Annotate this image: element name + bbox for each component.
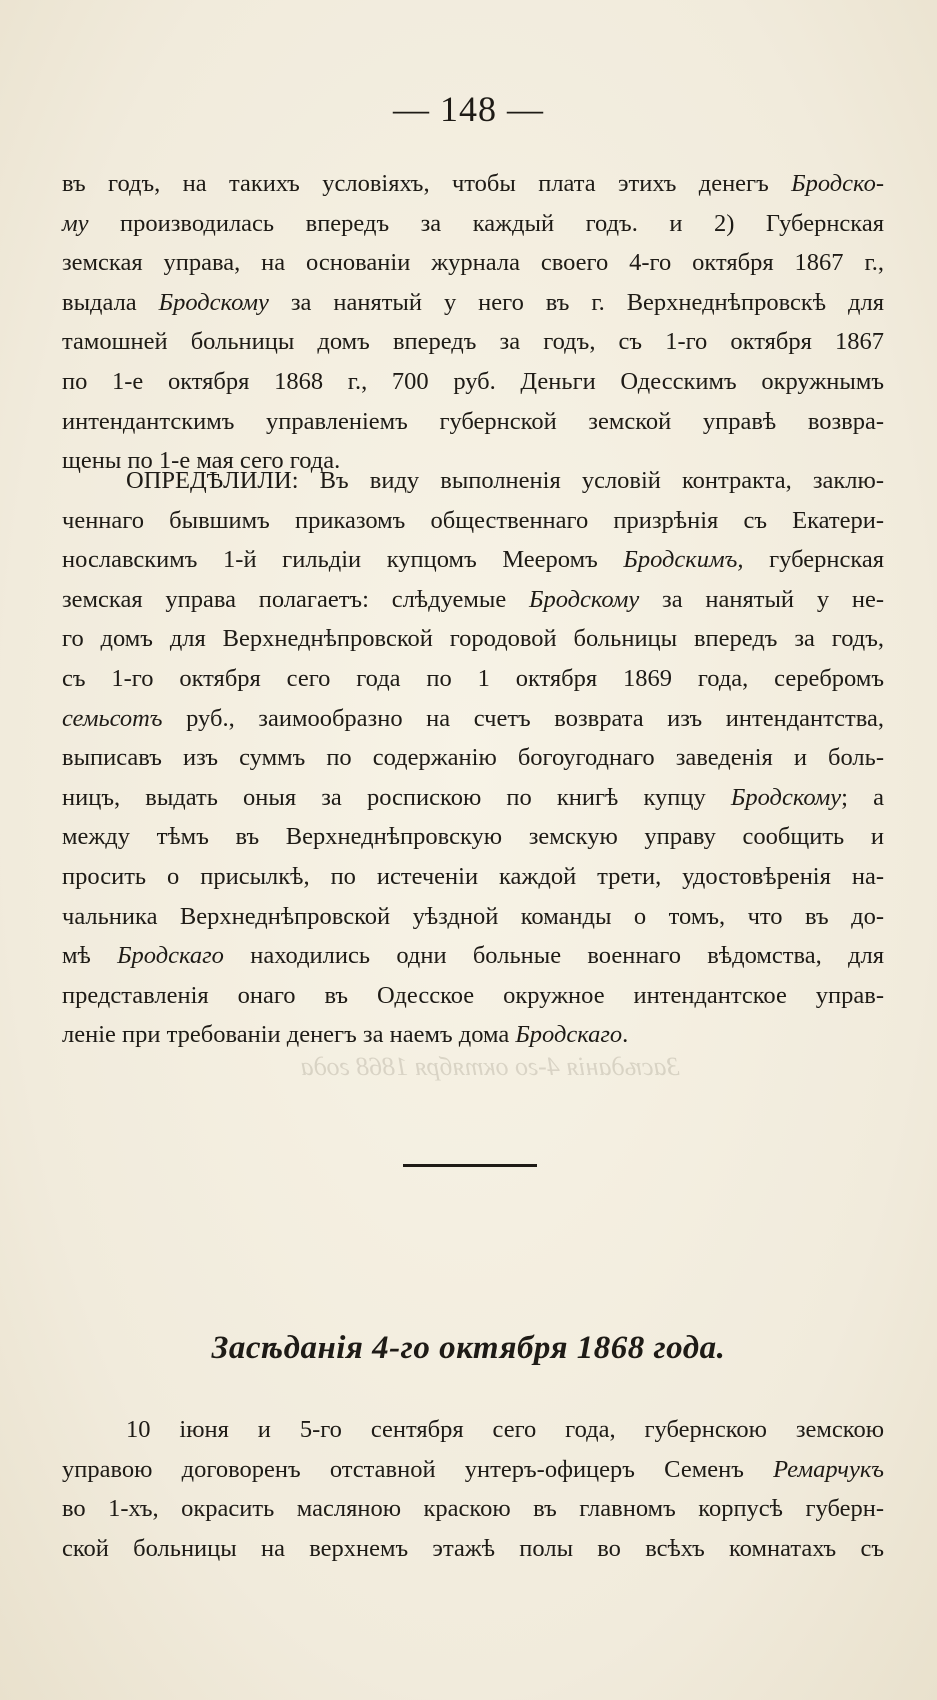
text-line: ченнаго бывшимъ приказомъ общественнаго призрѣнія съ Екатери- xyxy=(62,506,884,534)
text-line: съ 1-го октября сего года по 1 октября 1869 года, серебромъ xyxy=(62,664,884,692)
text-line: леніе при требованіи денегъ за наемъ дома Бродскаго. xyxy=(62,1021,629,1049)
text-line: ОПРЕДѢЛИЛИ: Въ виду выполненія условій контракта, заклю- xyxy=(126,467,884,494)
text-line: нославскимъ 1-й гильдіи купцомъ Мееромъ Бродскимъ, губернская xyxy=(62,546,885,574)
resolution-paragraph xyxy=(62,461,884,1055)
bleed-through-text: Засѣданія 4-го октября 1868 года xyxy=(300,1052,680,1081)
paragraph-continuation xyxy=(62,164,884,481)
text-line: семьсотъ руб., заимообразно на счетъ возврата изъ интендантства, xyxy=(62,704,884,732)
session-paragraph xyxy=(62,1410,884,1568)
text-line: во 1-хъ, окрасить масляною краскою въ главномъ корпусѣ губерн- xyxy=(62,1495,884,1523)
text-line: управою договоренъ отставной унтеръ-офицеръ Семенъ Ремарчукъ xyxy=(62,1455,884,1483)
text-line: земская управа, на основаніи журнала своего 4-го октября 1867 г., xyxy=(62,249,884,277)
text-line: земская управа полагаетъ: слѣдуемые Бродскому за нанятый у не- xyxy=(62,585,884,613)
text-line: представленія онаго въ Одесское окружное интендантское управ- xyxy=(62,981,884,1009)
text-line: по 1-е октября 1868 г., 700 руб. Деньги Одесскимъ окружнымъ xyxy=(62,367,884,395)
text-line: му производилась впередъ за каждый годъ. и 2) Губернская xyxy=(62,209,884,237)
text-line: мѣ Бродскаго находились одни больные военнаго вѣдомства, для xyxy=(62,942,884,970)
text-line: интендантскимъ управленіемъ губернской земской управѣ возвра- xyxy=(62,407,884,435)
text-line: щены по 1-е мая сего года. xyxy=(62,447,341,475)
text-line: выдала Бродскому за нанятый у него въ г. Верхнеднѣпровскѣ для xyxy=(62,288,884,316)
text-line: въ годъ, на такихъ условіяхъ, чтобы плата этихъ денегъ Бродско- xyxy=(62,170,884,197)
text-line: чальника Верхнеднѣпровской уѣздной команды о томъ, что въ до- xyxy=(62,902,884,930)
text-line: тамошней больницы домъ впередъ за годъ, съ 1-го октября 1867 xyxy=(62,328,884,356)
text-line: выписавъ изъ суммъ по содержанію богоугоднаго заведенія и боль- xyxy=(62,744,884,772)
page-number: — 148 — xyxy=(393,89,544,129)
text-line: го домъ для Верхнеднѣпровской городовой больницы впередъ за годъ, xyxy=(62,625,884,653)
text-line: 10 іюня и 5-го сентября сего года, губернскою земскою xyxy=(126,1416,884,1443)
section-heading: Засѣданія 4-го октября 1868 года. xyxy=(211,1330,726,1366)
text-line: ской больницы на верхнемъ этажѣ полы во всѣхъ комнатахъ съ xyxy=(62,1534,884,1562)
section-divider xyxy=(403,1164,537,1167)
text-line: ницъ, выдать оныя за роспискою по книгѣ купцу Бродскому; а xyxy=(62,783,884,811)
text-line: просить о присылкѣ, по истеченіи каждой трети, удостовѣренія на- xyxy=(62,862,884,890)
text-line: между тѣмъ въ Верхнеднѣпровскую земскую управу сообщить и xyxy=(62,823,884,851)
